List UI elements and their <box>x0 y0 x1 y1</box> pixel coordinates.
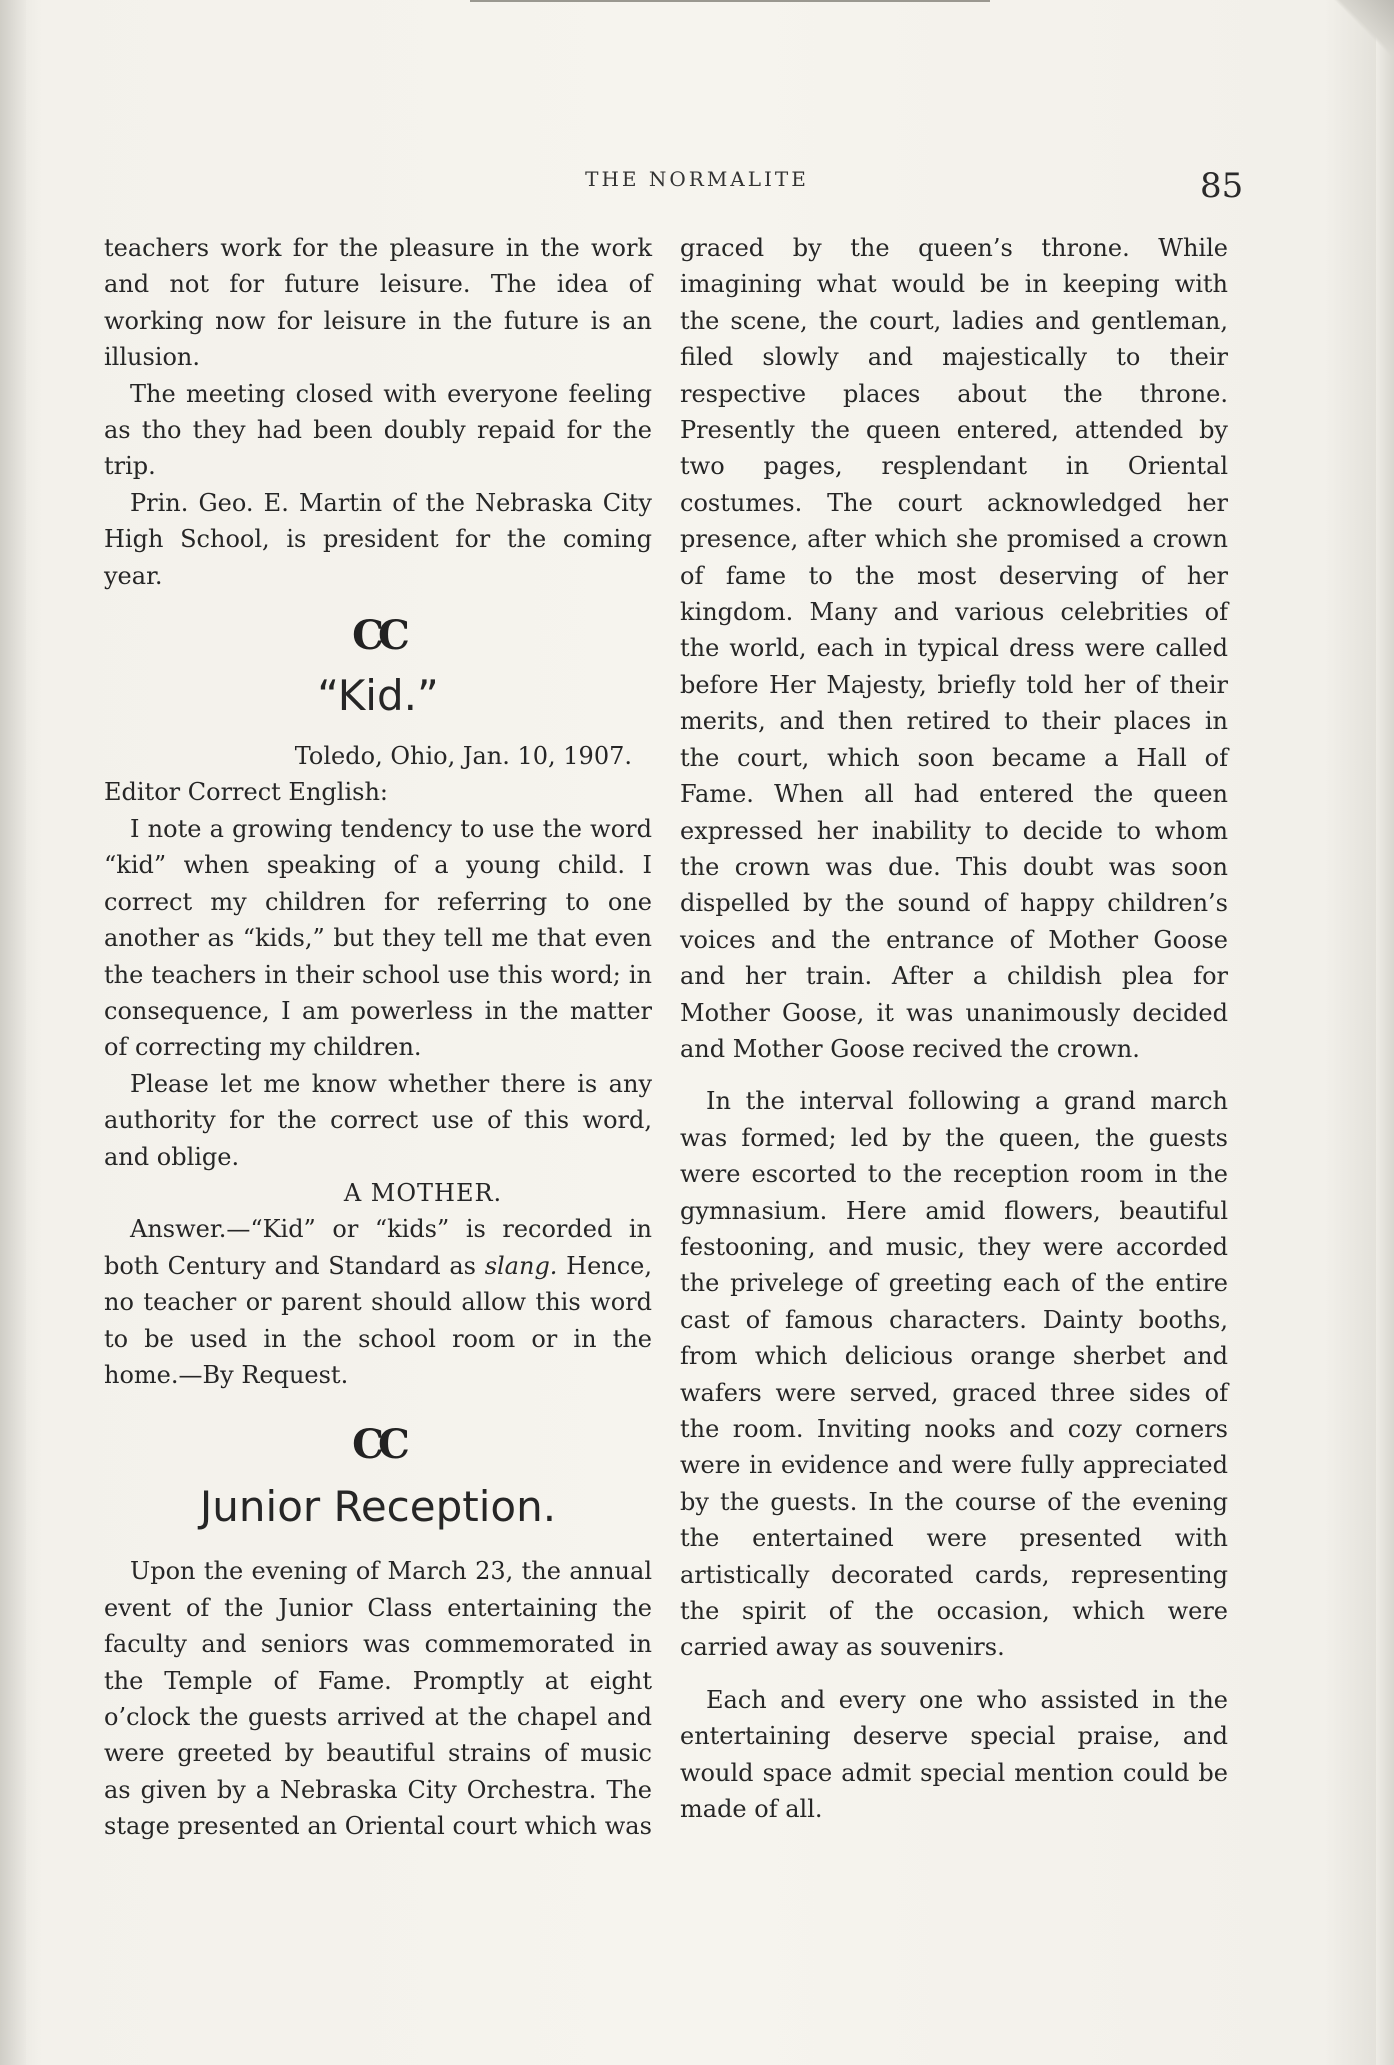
letter-paragraph: Please let me know whether there is any authority for the correct use of this word, and oblige. <box>104 1069 652 1171</box>
page-left-shadow <box>0 0 26 2065</box>
intro-paragraph: The meeting closed with everyone feeling as tho they had been doubly repaid for the trip. <box>104 379 652 481</box>
intro-paragraph: Prin. Geo. E. Martin of the Nebraska City High School, is president for the coming year. <box>104 488 652 590</box>
reception-continued-paragraph: graced by the queen’s throne. While imagining what would be in keeping with the scene, the court, ladies and gentleman, filed slowly and majestically to their respective places about the throne. Presently the queen entered, attended by two pages, resplendant in Oriental costumes. The court acknowledged her presence, after which she promised a crown of fame to the most deserving of her kingdom. Many and various celebrities of the world, each in typical dress were called before Her Majesty, briefly told her of their merits, and then retired to their places in the court, which soon became a Hall of Fame. When all had entered the queen expressed her inability to decide to whom the crown was due. This doubt was soon dispelled by the sound of happy children’s voices and the entrance of Mother Goose and her train. After a childish plea for Mother Goose, it was unanimously decided and Mother Goose recived the crown. <box>680 234 1228 1063</box>
letter-signature: A MOTHER. <box>343 1178 503 1207</box>
intro-paragraph: teachers work for the pleasure in the work and not for future leisure. The idea of working now for leisure in the future is an illusion. <box>104 234 652 372</box>
page-right-shadow <box>1376 0 1394 2065</box>
reception-continued-paragraph: Each and every one who assisted in the entertaining deserve special praise, and would space admit special mention could be made of all. <box>680 1685 1228 1824</box>
page-corner-fold <box>1334 0 1394 60</box>
answer-slang-word: slang. <box>484 1251 558 1280</box>
letter-paragraph: I note a growing tendency to use the word “kid” when speaking of a young child. I correct my children for referring to one another as “kids,” but they tell me that even the teachers in their school use this word; in consequence, I am powerless in the matter of correcting my children. <box>104 814 652 1062</box>
running-head: THE NORMALITE <box>585 167 809 191</box>
letter-salutation: Editor Correct English: <box>104 778 388 807</box>
section-ornament: CC <box>352 1421 404 1469</box>
kid-article-title: “Kid.” <box>317 671 439 721</box>
right-column <box>680 230 1228 1827</box>
reception-paragraph: Upon the evening of March 23, the annual event of the Junior Class entertaining the faculty and seniors was commemorated in the Temple of Fame. Promptly at eight o’clock the guests arrived at the chapel and were greeted by beautiful strains of music as given by a Nebraska City Orchestra. The stage presented an Oriental court which was <box>104 1557 652 1841</box>
answer-text-end: Hence, no teacher or parent should allow this word to be used in the school room or in the home.—By Request. <box>104 1251 652 1389</box>
left-column <box>104 230 652 1845</box>
letter-dateline: Toledo, Ohio, Jan. 10, 1907. <box>294 742 632 771</box>
section-ornament: CC <box>352 612 404 660</box>
page-number: 85 <box>1200 166 1244 206</box>
reception-continued-paragraph: In the interval following a grand march was formed; led by the queen, the guests were escorted to the reception room in the gymnasium. Here amid flowers, beautiful festooning, and music, they were accorded the privelege of greeting each of the entire cast of famous characters. Dainty booths, from which delicious orange sherbet and wafers were served, graced three sides of the room. Inviting nooks and cozy corners were in evidence and were fully appreciated by the guests. In the course of the evening the entertained were presented with artistically decorated cards, representing the spirit of the occasion, which were carried away as souvenirs. <box>680 1087 1228 1662</box>
answer-text-start: Answer.—“Kid” or “kids” is recorded in both Century and Standard as <box>104 1215 652 1280</box>
answer-paragraph <box>104 1211 652 1393</box>
top-edge-rule <box>470 0 990 2</box>
reception-article-title: Junior Reception. <box>199 1482 557 1532</box>
